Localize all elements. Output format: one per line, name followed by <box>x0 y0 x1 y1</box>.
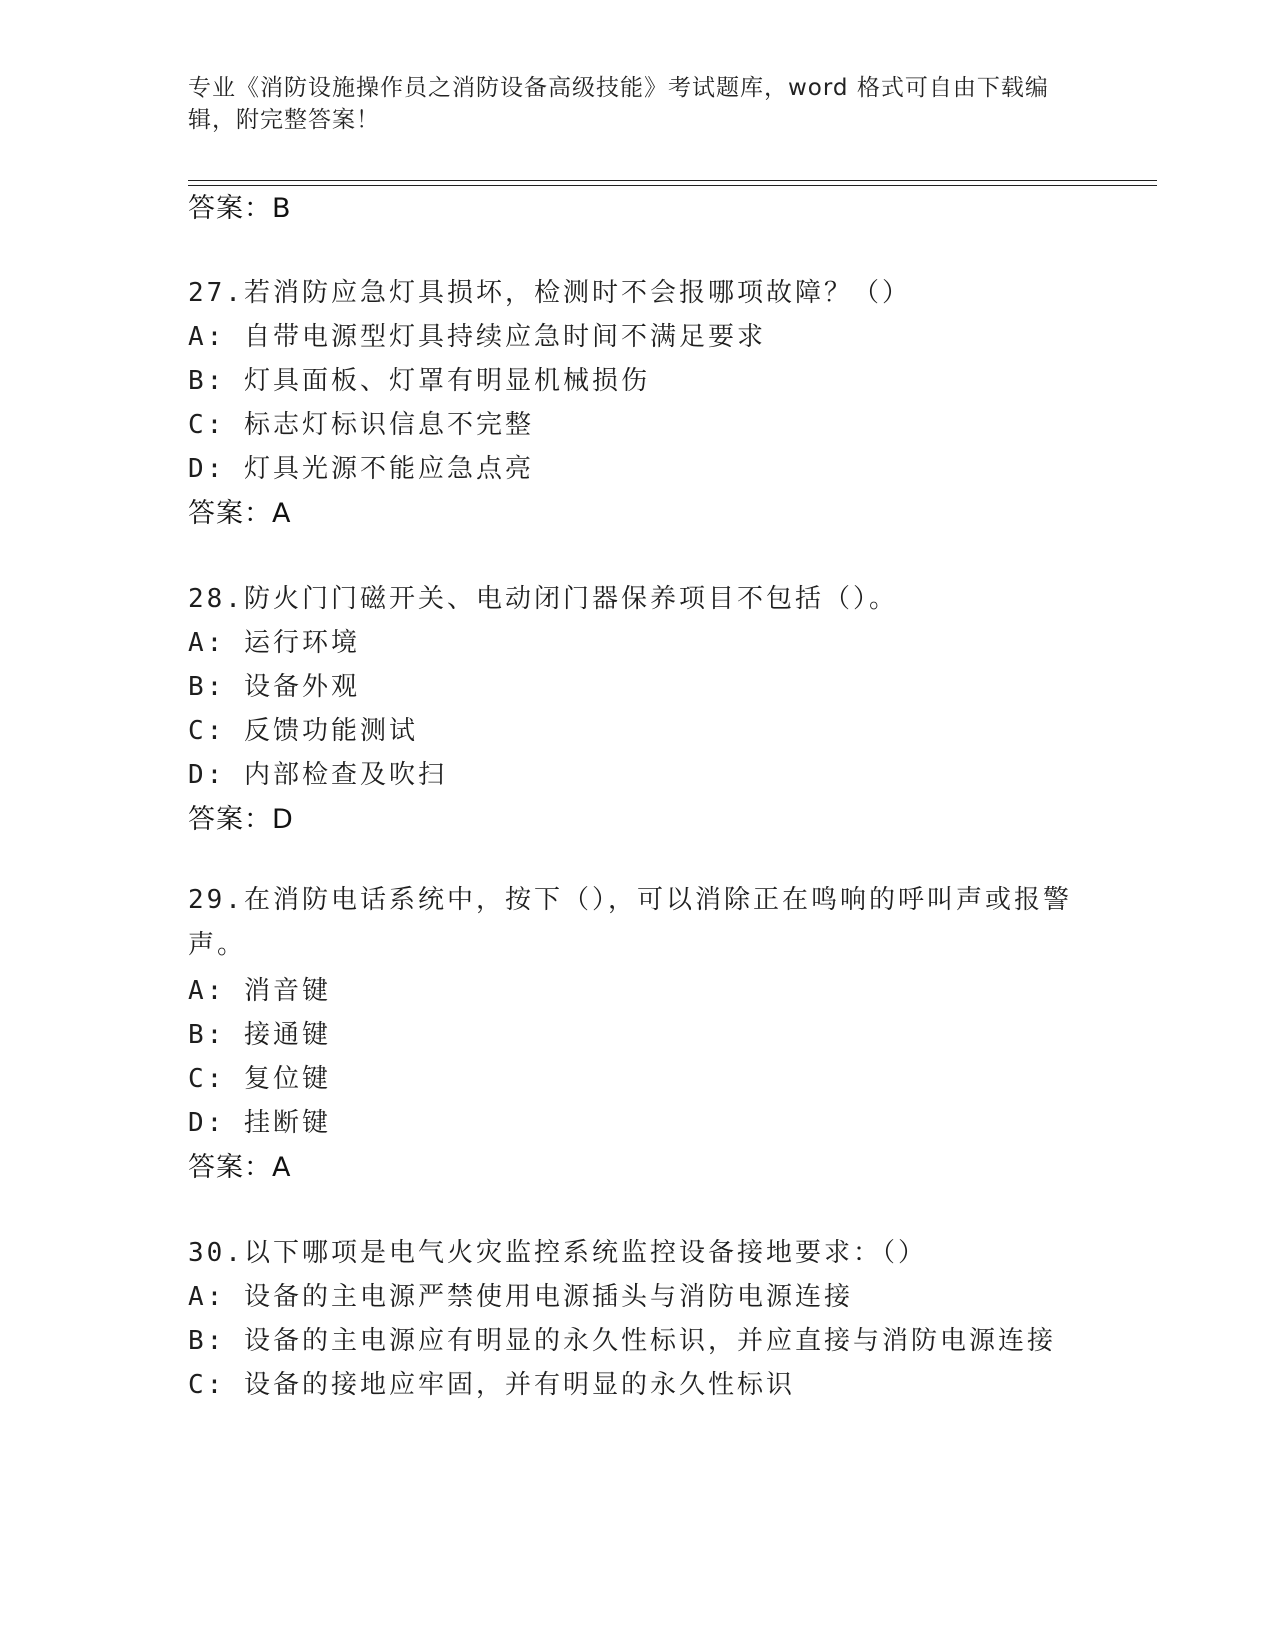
option-a: A: 运行环境 <box>188 628 360 658</box>
header-divider-top <box>188 180 1157 181</box>
option-b: B: 接通键 <box>188 1020 331 1050</box>
option-a: A: 消音键 <box>188 976 331 1006</box>
option-c: C: 标志灯标识信息不完整 <box>188 410 534 440</box>
answer-line: 答案：A <box>188 1152 292 1183</box>
option-b: B: 设备的主电源应有明显的永久性标识，并应直接与消防电源连接 <box>188 1326 1056 1356</box>
answer-line: 答案：B <box>188 193 292 224</box>
answer-line: 答案：D <box>188 804 294 835</box>
question-stem: 29.在消防电话系统中，按下（），可以消除正在鸣响的呼叫声或报警声。 <box>188 885 1072 960</box>
option-c: C: 设备的接地应牢固，并有明显的永久性标识 <box>188 1370 795 1400</box>
option-c: C: 复位键 <box>188 1064 331 1094</box>
question-stem: 28.防火门门磁开关、电动闭门器保养项目不包括（）。 <box>188 584 898 614</box>
header-divider-bottom <box>188 185 1157 186</box>
option-b: B: 设备外观 <box>188 672 360 702</box>
answer-line: 答案：A <box>188 498 292 529</box>
option-d: D: 挂断键 <box>188 1108 331 1138</box>
question-stem: 27.若消防应急灯具损坏，检测时不会报哪项故障？（） <box>188 278 911 308</box>
option-b: B: 灯具面板、灯罩有明显机械损伤 <box>188 366 650 396</box>
option-c: C: 反馈功能测试 <box>188 716 418 746</box>
option-d: D: 灯具光源不能应急点亮 <box>188 454 534 484</box>
question-stem: 30.以下哪项是电气火灾监控系统监控设备接地要求：（） <box>188 1238 927 1268</box>
option-d: D: 内部检查及吹扫 <box>188 760 447 790</box>
document-header: 专业《消防设施操作员之消防设备高级技能》考试题库，word 格式可自由下载编辑，附完整答案！ <box>188 75 1049 133</box>
option-a: A: 自带电源型灯具持续应急时间不满足要求 <box>188 322 766 352</box>
option-a: A: 设备的主电源严禁使用电源插头与消防电源连接 <box>188 1282 853 1312</box>
